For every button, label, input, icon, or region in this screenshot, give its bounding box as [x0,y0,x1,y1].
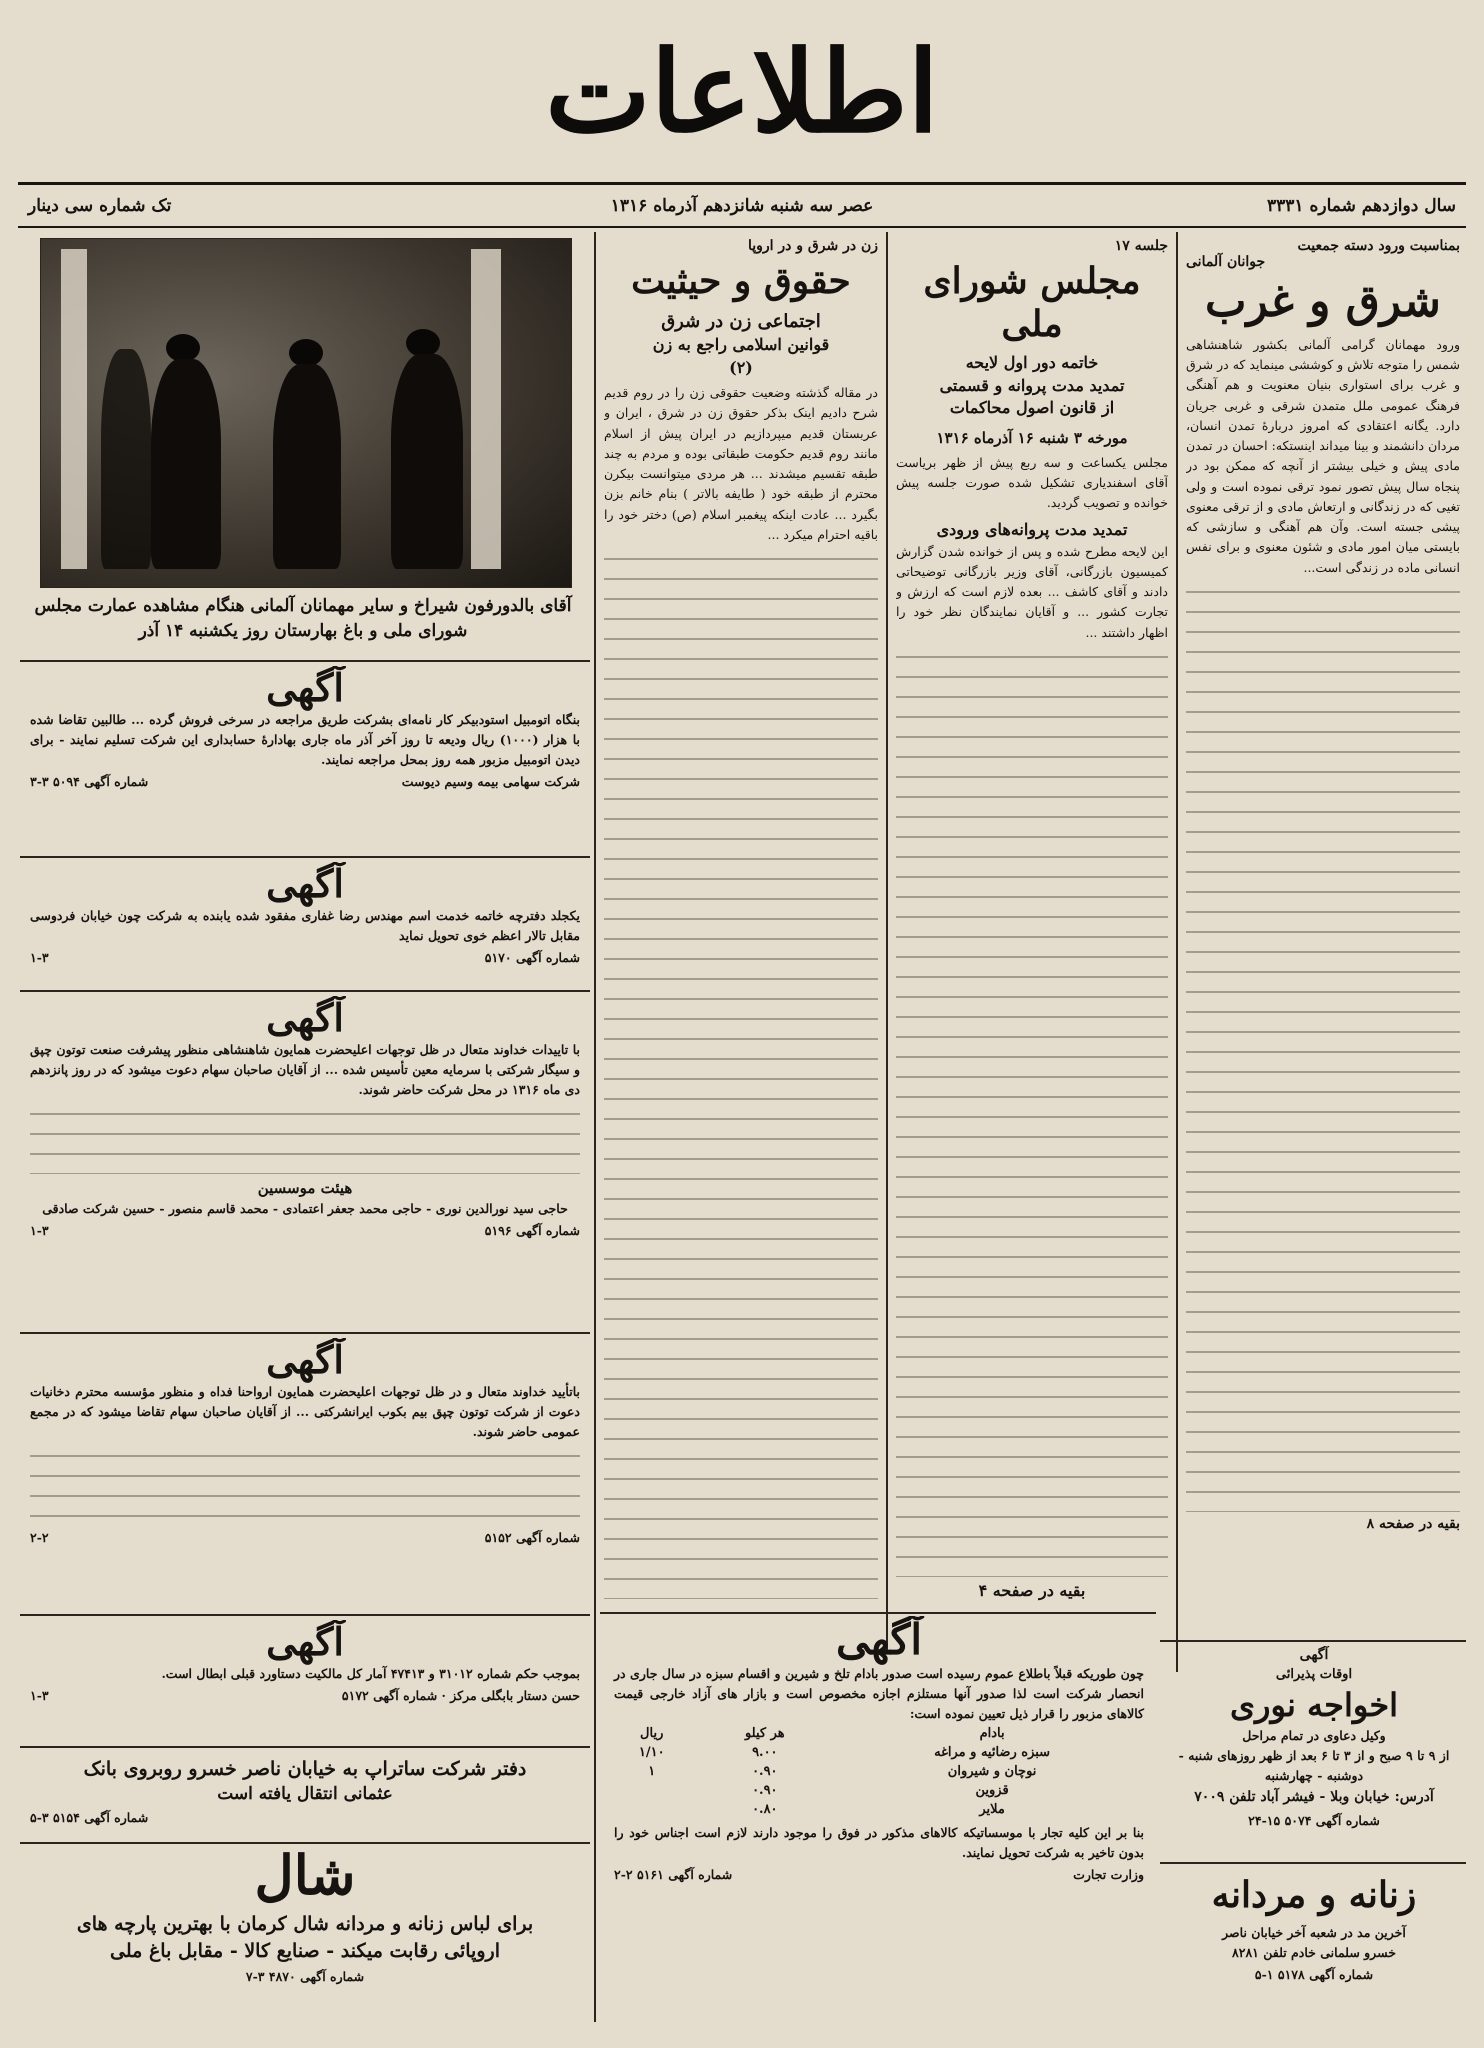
ad-run: ۱-۳ [30,1687,49,1703]
table-cell: ملایر [979,1802,1005,1818]
ad-number: شماره آگهی ۵۰۹۴ ۳-۳ [30,773,149,789]
article-body: ورود مهمانان گرامی آلمانی بکشور شاهنشاهی شمس را متوجه تلاش و کوششی مینماید که در شرق و غرب برای استواری بنیان معنویت و هم آهنگی فرهنگ عمومی ملل متمدن شرقی و غربی جریان دارد. یگانه اعتقادی که امروز دربارهٔ تمدن انسان، مردان دانشمند و بینا میداند اینستکه: احسان در تمدن مادی پیش و خیلی بیشتر از آنچه که ممکن بود در پنجاه سال پیش تصور نمود ترقی نموده است و ولی تغیی که در زندگانی و ارتعاش مادی و از ترقی معنوی پیشی جسته است. وآن هم آهنگی و سازشی که بایستی میان امور مادی و شئون معنوی و برای نفس انسانی ماده در زندگی است... [1186,336,1460,575]
table-header: هر کیلو [744,1726,785,1742]
column-rule [886,232,888,1652]
photo-pillar [61,249,87,569]
table-row [604,1781,1154,1800]
ad-number: حسن دستار بابگلی مرکز · شماره آگهی ۵۱۷۲ [341,1687,580,1703]
ad-signatories: حاجی سید نورالدین نوری - حاجی محمد جعفر اعتمادی - محمد قاسم منصور - حسین شرکت صادقی [42,1200,568,1216]
ad-number: شماره آگهی ۵۱۹۶ [484,1222,580,1238]
ad-zananeh-mardaneh [1164,1868,1464,2028]
ad-line: وکیل دعاوی در تمام مراحل [1242,1728,1386,1744]
ad-number: شماره آگهی ۵۱۵۴ ۳-۵ [30,1810,149,1826]
ad-tobacco-company [20,996,590,1326]
article-part-number: (۲) [729,357,753,377]
ad-line: برای لباس زنانه و مردانه شال کرمان با بهترین پارچه های [76,1913,534,1936]
article-subtitle: از قانون اصول محاکمات [949,398,1115,418]
ad-number: شماره آگهی ۵۱۷۸ ۱-۵ [1254,1967,1374,1983]
article-kicker: زن در شرق و در اروپا [747,238,878,254]
photo-pillar [471,249,501,569]
article-kicker: جلسه ۱۷ [1114,238,1168,254]
article-body: این لایحه مطرح شده و پس از خوانده شدن گزارش کمیسیون بازرگانی، آقای وزیر بازرگانی توضیحاتی دادند و آقای کاشف ... بعده لازم است که ارزش و تجارت کشور ... و آقایان نمایندگان نظر خود را اظهار داشتند ... [896,543,1168,640]
article-title: مجلس شورای ملی [923,260,1141,346]
ad-rule [1160,1640,1466,1642]
ad-title: شال [254,1846,356,1907]
article-subtitle: قوانین اسلامی راجع به زن [652,335,830,355]
ad-rule [20,856,590,858]
ad-signature-title: هیئت موسسین [257,1178,353,1197]
photo-visitors [40,238,572,588]
ad-rule [1160,1862,1466,1864]
ad-line: دفتر شرکت ساتراپ به خیابان ناصر خسرو روبروی بانک [83,1758,527,1780]
table-cell: ۰.۹۰ [752,1783,778,1799]
masthead: اطلاعات [545,27,939,158]
ad-line: از ۹ تا ۹ صبح و از ۳ تا ۶ بعد از ظهر روزهای شنبه - دوشنبه - چهارشنبه [1178,1748,1450,1784]
ad-rule [600,1612,1156,1614]
ad-number: شماره آگهی ۵۱۵۲ [484,1529,580,1545]
photo-hat [406,329,440,357]
article-continued: بقیه در صفحه ۸ [1366,1515,1460,1532]
ad-title: زنانه و مردانه [1211,1874,1417,1916]
table-header: بادام [979,1726,1005,1742]
article-kicker: بمناسبت ورود دسته جمعیت [1297,238,1460,254]
column-rule [1176,232,1178,1672]
article-women [604,238,878,1638]
rule-under-dateline [18,226,1466,228]
article-body: مجلس یکساعت و سه ربع پیش از ظهر بریاست آقای اسفندیاری تشکیل شده صورت جلسه پیش خوانده و تصویب گردید. [896,454,1168,511]
table-header: ریال [640,1726,664,1742]
table-cell: ۰.۹۰ [752,1764,778,1780]
ad-small-subtitle: اوقات پذیرائی [1275,1666,1353,1682]
ad-text-lines [30,1104,580,1174]
table-cell: ۱ [648,1764,656,1780]
dateline-issue: سال دوازدهم شماره ۳۳۳۱ [1267,196,1456,216]
ad-run: ۱-۳ [30,949,49,965]
ad-rule [20,1842,590,1844]
ad-body: بنگاه اتومبیل استودبیکر کار نامه‌ای بشرکت طریق مراجعه در سرخی فروش گرده ... طالبین تقاضا شده با هزار (۱۰۰۰) ریال ودیعه تا روز آخر آذر ماه جاری بهادارهٔ حسابداری این شرکت تسلیم نمایند - برای دیدن اتومبیل مزبور همه روز بمحل مراجعه نمایند. [30,711,580,767]
ad-rule [20,1614,590,1616]
dateline-price: تک شماره سی دینار [28,196,172,216]
ad-signature: وزارت تجارت [1073,1867,1144,1883]
ad-rule [20,990,590,992]
photo-hat [289,339,323,367]
ad-body: یکجلد دفترچه خاتمه خدمت اسم مهندس رضا غفاری مفقود شده یابنده به شرکت چون خیابان فردوسی مقابل تالار اعظم خوی تحویل نماید [30,907,580,943]
price-table [604,1724,1154,1819]
ad-small-title: آگهی [1299,1647,1329,1663]
article-east-west [1186,238,1460,1638]
photo-figure [273,364,341,569]
table-cell [604,1781,699,1800]
article-text-lines [604,549,878,1599]
ad-body: باتأیید خداوند متعال و در ظل توجهات اعلیحضرت همایون ارواحنا فداه و منظور مؤسسه محترم دخانیات دعوت از شرکت توتون چپق بیم بکوب ایرانشرکتی ... از آقایان صاحبان سهام تقاضا میشود که در مجمع عمومی حاضر شوند. [30,1383,580,1439]
article-body: در مقاله گذشته وضعیت حقوقی زن را در روم قدیم شرح دادیم اینک بذکر حقوق زن در شرق ، ایران و عربستان قدیم میپردازیم در ایران پیش از اسلام مانند روم قدیم حکومت طبقاتی بوده و مردم به چند طبقه تقسیم میشدند ... هر مردی میتوانست بیکرن محترم از طبقه خود ( طایفه بالاتر ) بنام خانم بزن بگیرد ... عادت اینکه پیغمبر اسلام (ص) دختر خود را باقیه احترام میکرد ... [604,385,878,542]
table-row [604,1800,1154,1819]
ad-cancellation [20,1620,590,1740]
ad-studebaker [20,666,590,846]
table-header-row [604,1724,1154,1743]
ad-khajeh-nouri [1164,1646,1464,1856]
article-title: حقوق و حیثیت [631,260,851,302]
column-rule [594,232,596,2022]
ad-title: آگهی [835,1616,923,1664]
photo-figure [151,359,221,569]
ad-rule [20,1746,590,1748]
ad-body: چون طوریکه قبلاً باطلاع عموم رسیده است صدور بادام تلخ و شیرین و اقسام سبزه در سال جاری در انحصار شرکت است لذا صدور آنها مستلزم اجازه مخصوص است و بازار های آزاد خارجی قیمت کالاهای مزبور را قرار ذیل تعیین نموده است: [614,1666,1144,1722]
ad-body: بنا بر این کلیه تجار با موسساتیکه کالاهای مذکور در فوق را موجود دارند لازم است اجناس خود را بدون تاخیر به شرکت تحویل نمایند. [614,1825,1144,1861]
ad-number: شماره آگهی ۵۰۷۴ ۱۵-۲۴ [1248,1812,1380,1828]
ad-run: ۲-۲ [30,1529,49,1545]
ad-line: عثمانی انتقال یافته است [217,1783,393,1804]
article-continued: بقیه در صفحه ۴ [978,1580,1086,1600]
ad-title: آگهی [266,996,344,1040]
ad-rule [20,660,590,662]
table-row [604,1762,1154,1781]
table-cell [604,1800,699,1819]
ad-address: آدرس: خیابان وبلا - فیشر آباد تلفن ۷۰۰۹ [1194,1789,1434,1806]
ad-line: خسرو سلمانی خادم تلفن ۸۲۸۱ [1232,1945,1396,1961]
table-row [604,1743,1154,1762]
article-kicker-2: جوانان آلمانی [1186,254,1266,270]
ad-title: اخواجه نوری [1229,1685,1399,1724]
photo-figure [101,349,151,569]
article-subtitle: اجتماعی زن در شرق [661,311,821,333]
table-cell: نوچان و شیروان [947,1764,1037,1780]
photo-hat [166,334,200,362]
rule-top [18,182,1466,185]
photo-figure [391,354,463,569]
ad-number: شماره آگهی ۴۸۷۰ ۳-۷ [245,1968,365,1984]
ad-line: اروپائی رقابت میکند - صنایع کالا - مقابل باغ ملی [110,1939,500,1962]
article-subtitle: تمدید مدت پروانه و قسمتی [939,375,1125,395]
table-cell: ۱/۱۰ [638,1745,665,1761]
ad-title: آگهی [266,1620,344,1664]
article-subtitle: خاتمه دور اول لایحه [965,353,1099,373]
table-cell: ۰.۸۰ [752,1802,778,1818]
article-text-lines [1186,582,1460,1512]
table-cell: قزوین [975,1783,1009,1799]
dateline-date: عصر سه شنبه شانزدهم آذرماه ۱۳۱۶ [610,196,874,216]
ad-rule [20,1332,590,1334]
ad-satrap-office [20,1756,590,1836]
ad-almonds [604,1616,1154,2036]
dateline [28,196,1456,222]
ad-title: آگهی [266,666,344,710]
ad-shawl [20,1846,590,2031]
article-title: شرق و غرب [1205,276,1441,327]
ad-lost-booklet [20,862,590,982]
photo-caption: آقای بالدورفون شیراخ و سایر مهمانان آلمانی هنگام مشاهده عمارت مجلس شورای ملی و باغ بهارستان روز یکشنبه ۱۴ آذر [34,596,572,641]
table-cell: ۹.۰۰ [752,1745,778,1761]
ad-body: بموجب حکم شماره ۳۱۰۱۲ و ۴۷۴۱۳ آمار کل مالکیت دستاورد قبلی ابطال است. [161,1665,580,1681]
ad-line: آخرین مد در شعبه آخر خیابان ناصر [1222,1925,1406,1941]
ad-title: آگهی [266,862,344,906]
ad-body: با تاییدات خداوند متعال در ظل توجهات اعلیحضرت همایون شاهنشاهی منظور پیشرفت صنعت توتون چپق و سیگار شرکتی با سرمایه معین تأسیس شده ... از آقایان صاحبان سهام دعوت میشود که در روز پانزدهم دی ماه ۱۳۱۶ در محل شرکت حاضر شوند. [30,1041,580,1097]
ad-run: ۱-۳ [30,1222,49,1238]
ad-text-lines [30,1446,580,1526]
article-subhead: تمدید مدت پروانه‌های ورودی [936,520,1128,540]
table-cell: سبزه رضائیه و مراغه [934,1745,1051,1761]
article-majlis [896,238,1168,1638]
ad-number: شماره آگهی ۵۱۷۰ [484,949,580,965]
ad-number: شماره آگهی ۵۱۶۱ ۲-۲ [614,1867,733,1883]
article-text-lines [896,647,1168,1577]
article-dateline: مورخه ۳ شنبه ۱۶ آذرماه ۱۳۱۶ [936,428,1128,447]
ad-tobacco-shareholders [20,1338,590,1608]
ad-signature: شرکت سهامی بیمه وسیم دیوست [401,773,580,789]
ad-title: آگهی [266,1338,344,1382]
